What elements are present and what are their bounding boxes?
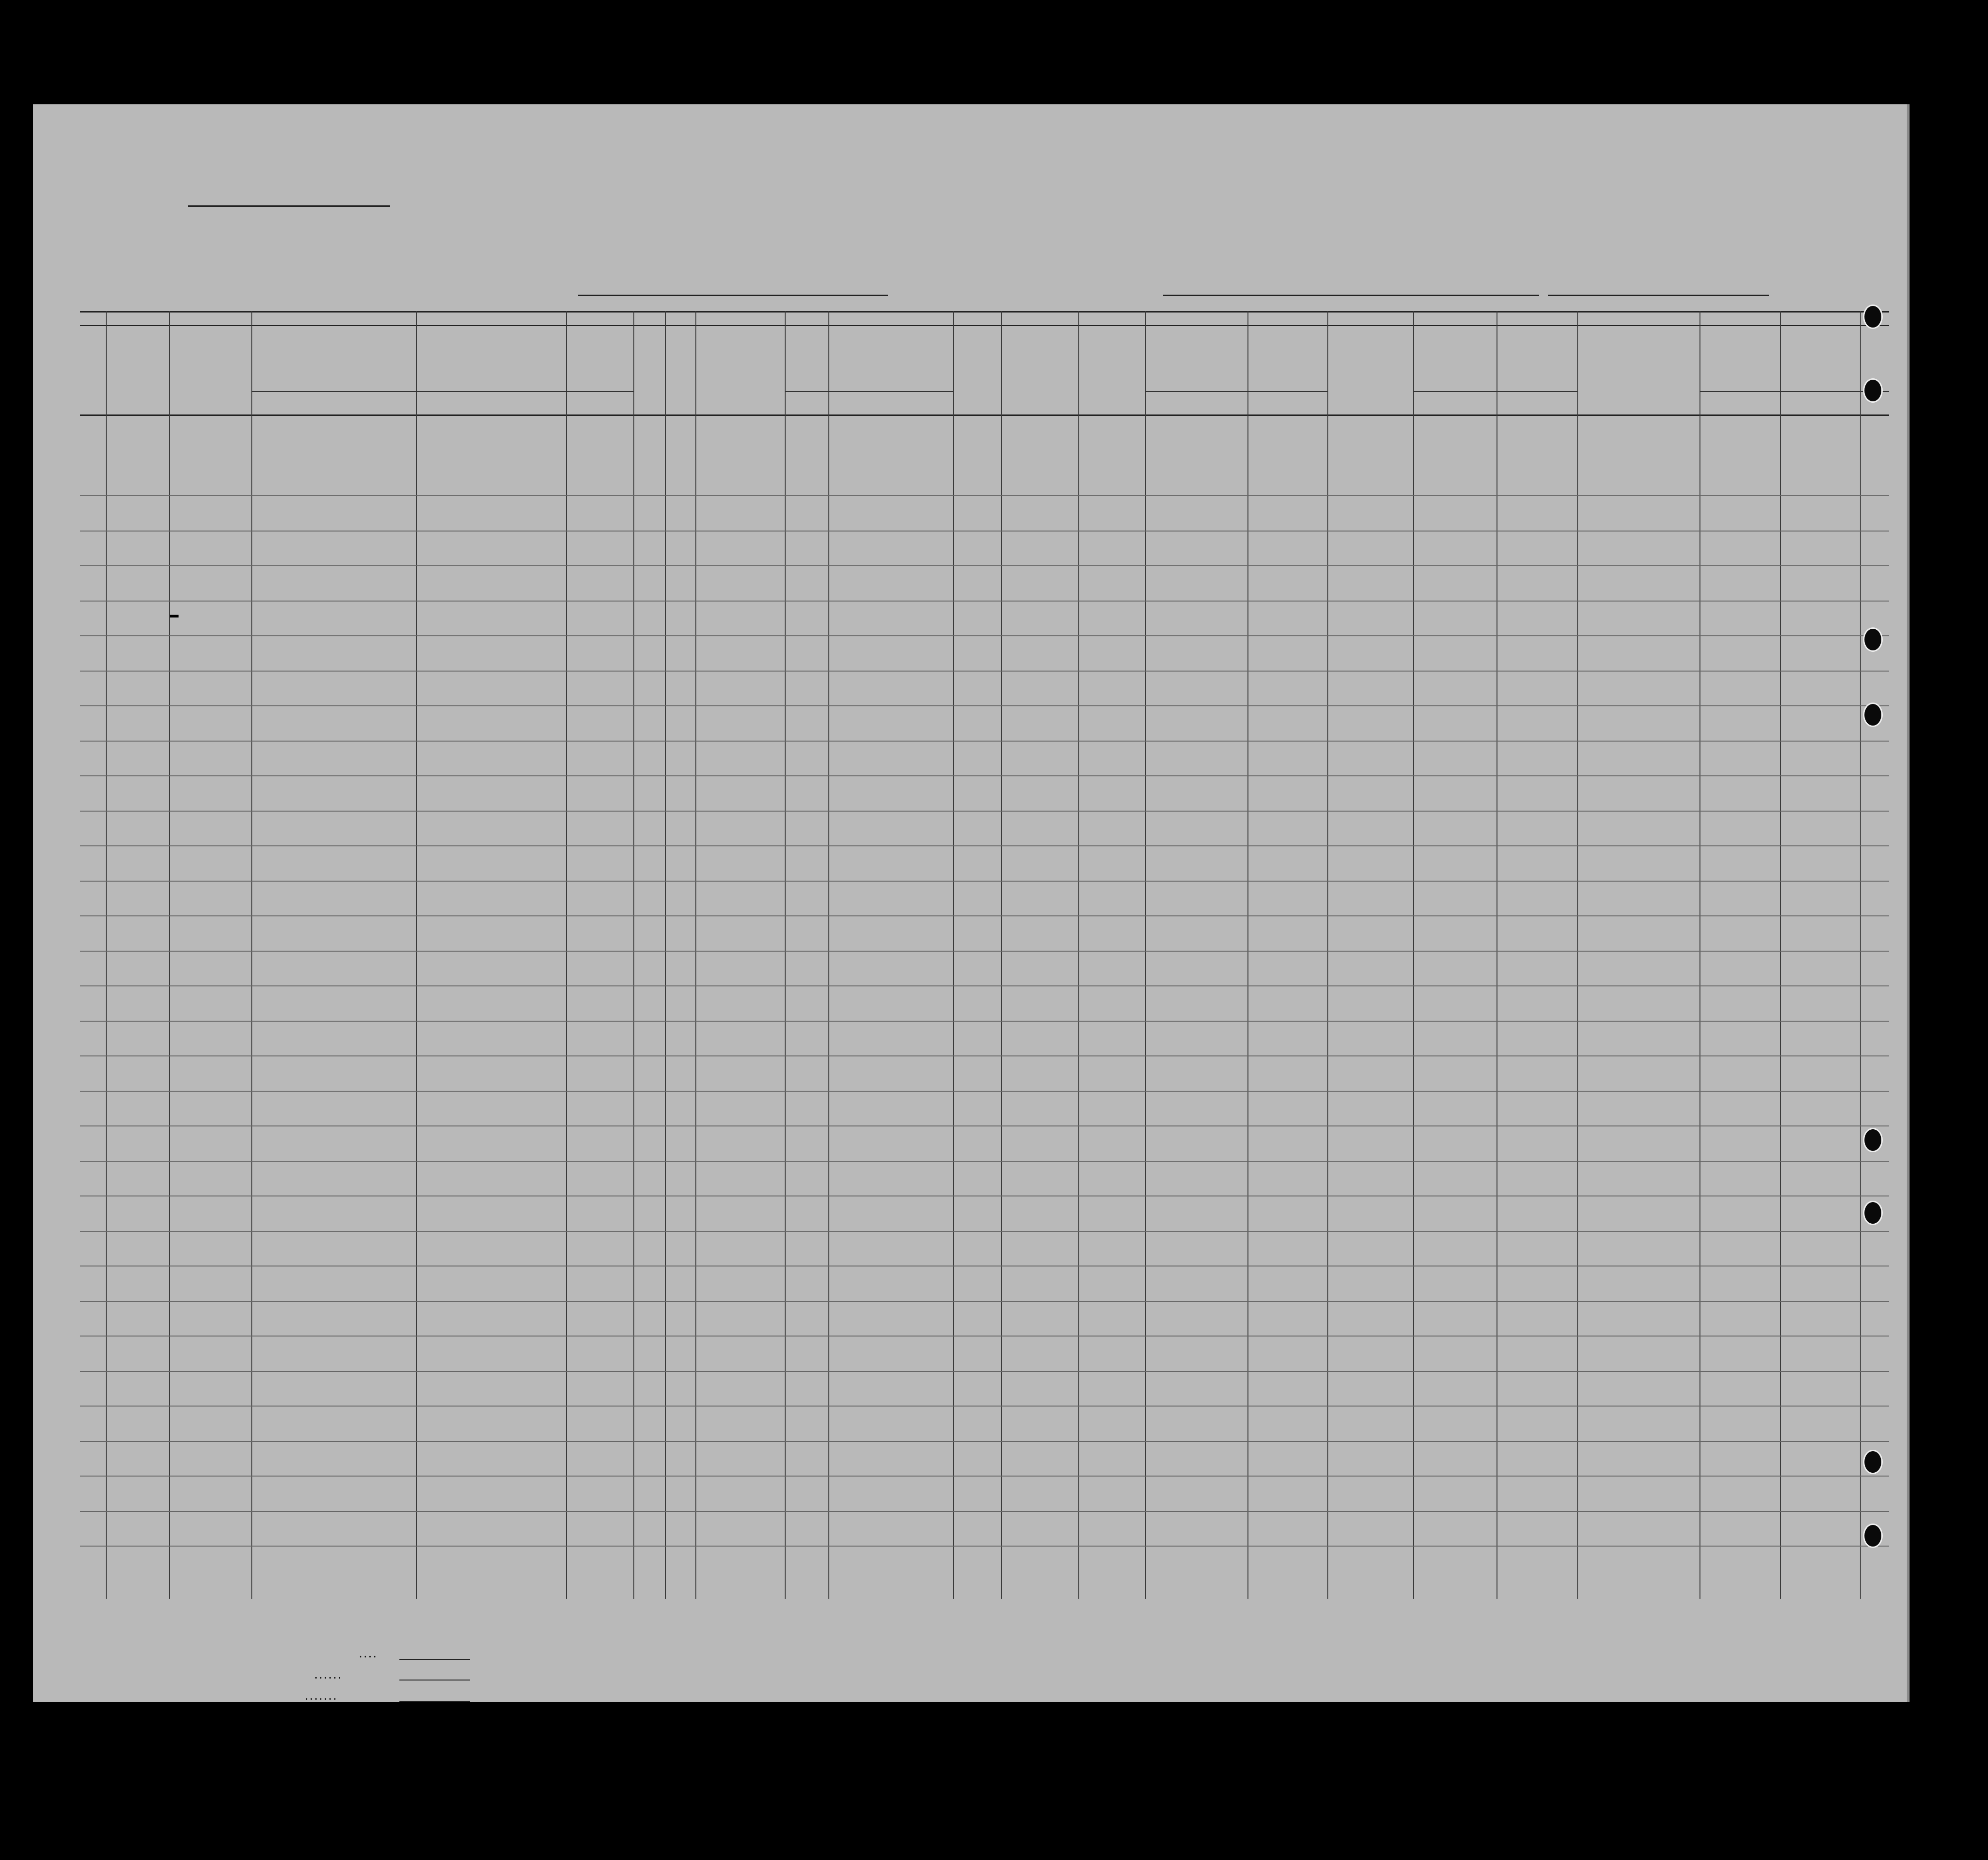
- row-rule: [80, 951, 1889, 952]
- binder-hole: [1863, 1450, 1883, 1474]
- port-underline: [1163, 295, 1539, 296]
- dot-leader: . . . . . .: [315, 1671, 341, 1681]
- total-underline: [399, 1659, 470, 1660]
- row-rule: [80, 1125, 1889, 1126]
- aliens-underline: [399, 1701, 470, 1702]
- table-rule: [80, 311, 1889, 313]
- row-rule: [80, 1476, 1889, 1477]
- subheader-rule: [251, 391, 566, 392]
- table-rule: [80, 325, 1889, 326]
- row-rule: [80, 601, 1889, 602]
- subheader-rule: [1145, 391, 1327, 392]
- date-underline: [1548, 295, 1769, 296]
- row-rule: [80, 1231, 1889, 1232]
- head-tax-stamp: [170, 615, 179, 617]
- row-rule: [80, 775, 1889, 776]
- row-rule: [80, 495, 1889, 496]
- subheader-rule: [1413, 391, 1577, 392]
- dot-leader: . . . . . . .: [305, 1692, 336, 1702]
- subheader-rule: [1700, 391, 1889, 392]
- subheader-rule: [785, 391, 953, 392]
- list-underline: [188, 205, 390, 207]
- row-rule: [80, 1441, 1889, 1442]
- row-rule: [80, 705, 1889, 706]
- binder-hole: [1863, 703, 1883, 727]
- subheader-rule: [566, 391, 633, 392]
- binder-hole: [1863, 627, 1883, 652]
- binder-hole: [1863, 1524, 1883, 1548]
- row-rule: [80, 985, 1889, 986]
- ship-underline: [578, 295, 888, 296]
- dot-leader: . . . .: [359, 1649, 376, 1660]
- row-rule: [80, 1406, 1889, 1407]
- row-rule: [80, 635, 1889, 636]
- row-rule: [80, 1161, 1889, 1162]
- row-rule: [80, 1511, 1889, 1512]
- row-rule: [80, 565, 1889, 566]
- row-rule: [80, 1021, 1889, 1022]
- manifest-sheet: [33, 104, 1910, 1702]
- binder-hole: [1863, 305, 1883, 329]
- row-rule: [80, 1055, 1889, 1056]
- binder-hole: [1863, 1128, 1883, 1152]
- row-rule: [80, 811, 1889, 812]
- manifest-table: [80, 311, 1889, 1599]
- row-rule: [80, 1546, 1889, 1547]
- row-rule: [80, 1091, 1889, 1092]
- row-rule: [80, 1301, 1889, 1302]
- row-rule: [80, 915, 1889, 916]
- binder-hole: [1863, 1201, 1883, 1225]
- row-rule: [80, 845, 1889, 846]
- table-rule: [80, 414, 1889, 416]
- binder-hole: [1863, 378, 1883, 403]
- row-rule: [80, 881, 1889, 882]
- row-rule: [80, 671, 1889, 672]
- row-rule: [80, 1371, 1889, 1372]
- row-rule: [80, 741, 1889, 742]
